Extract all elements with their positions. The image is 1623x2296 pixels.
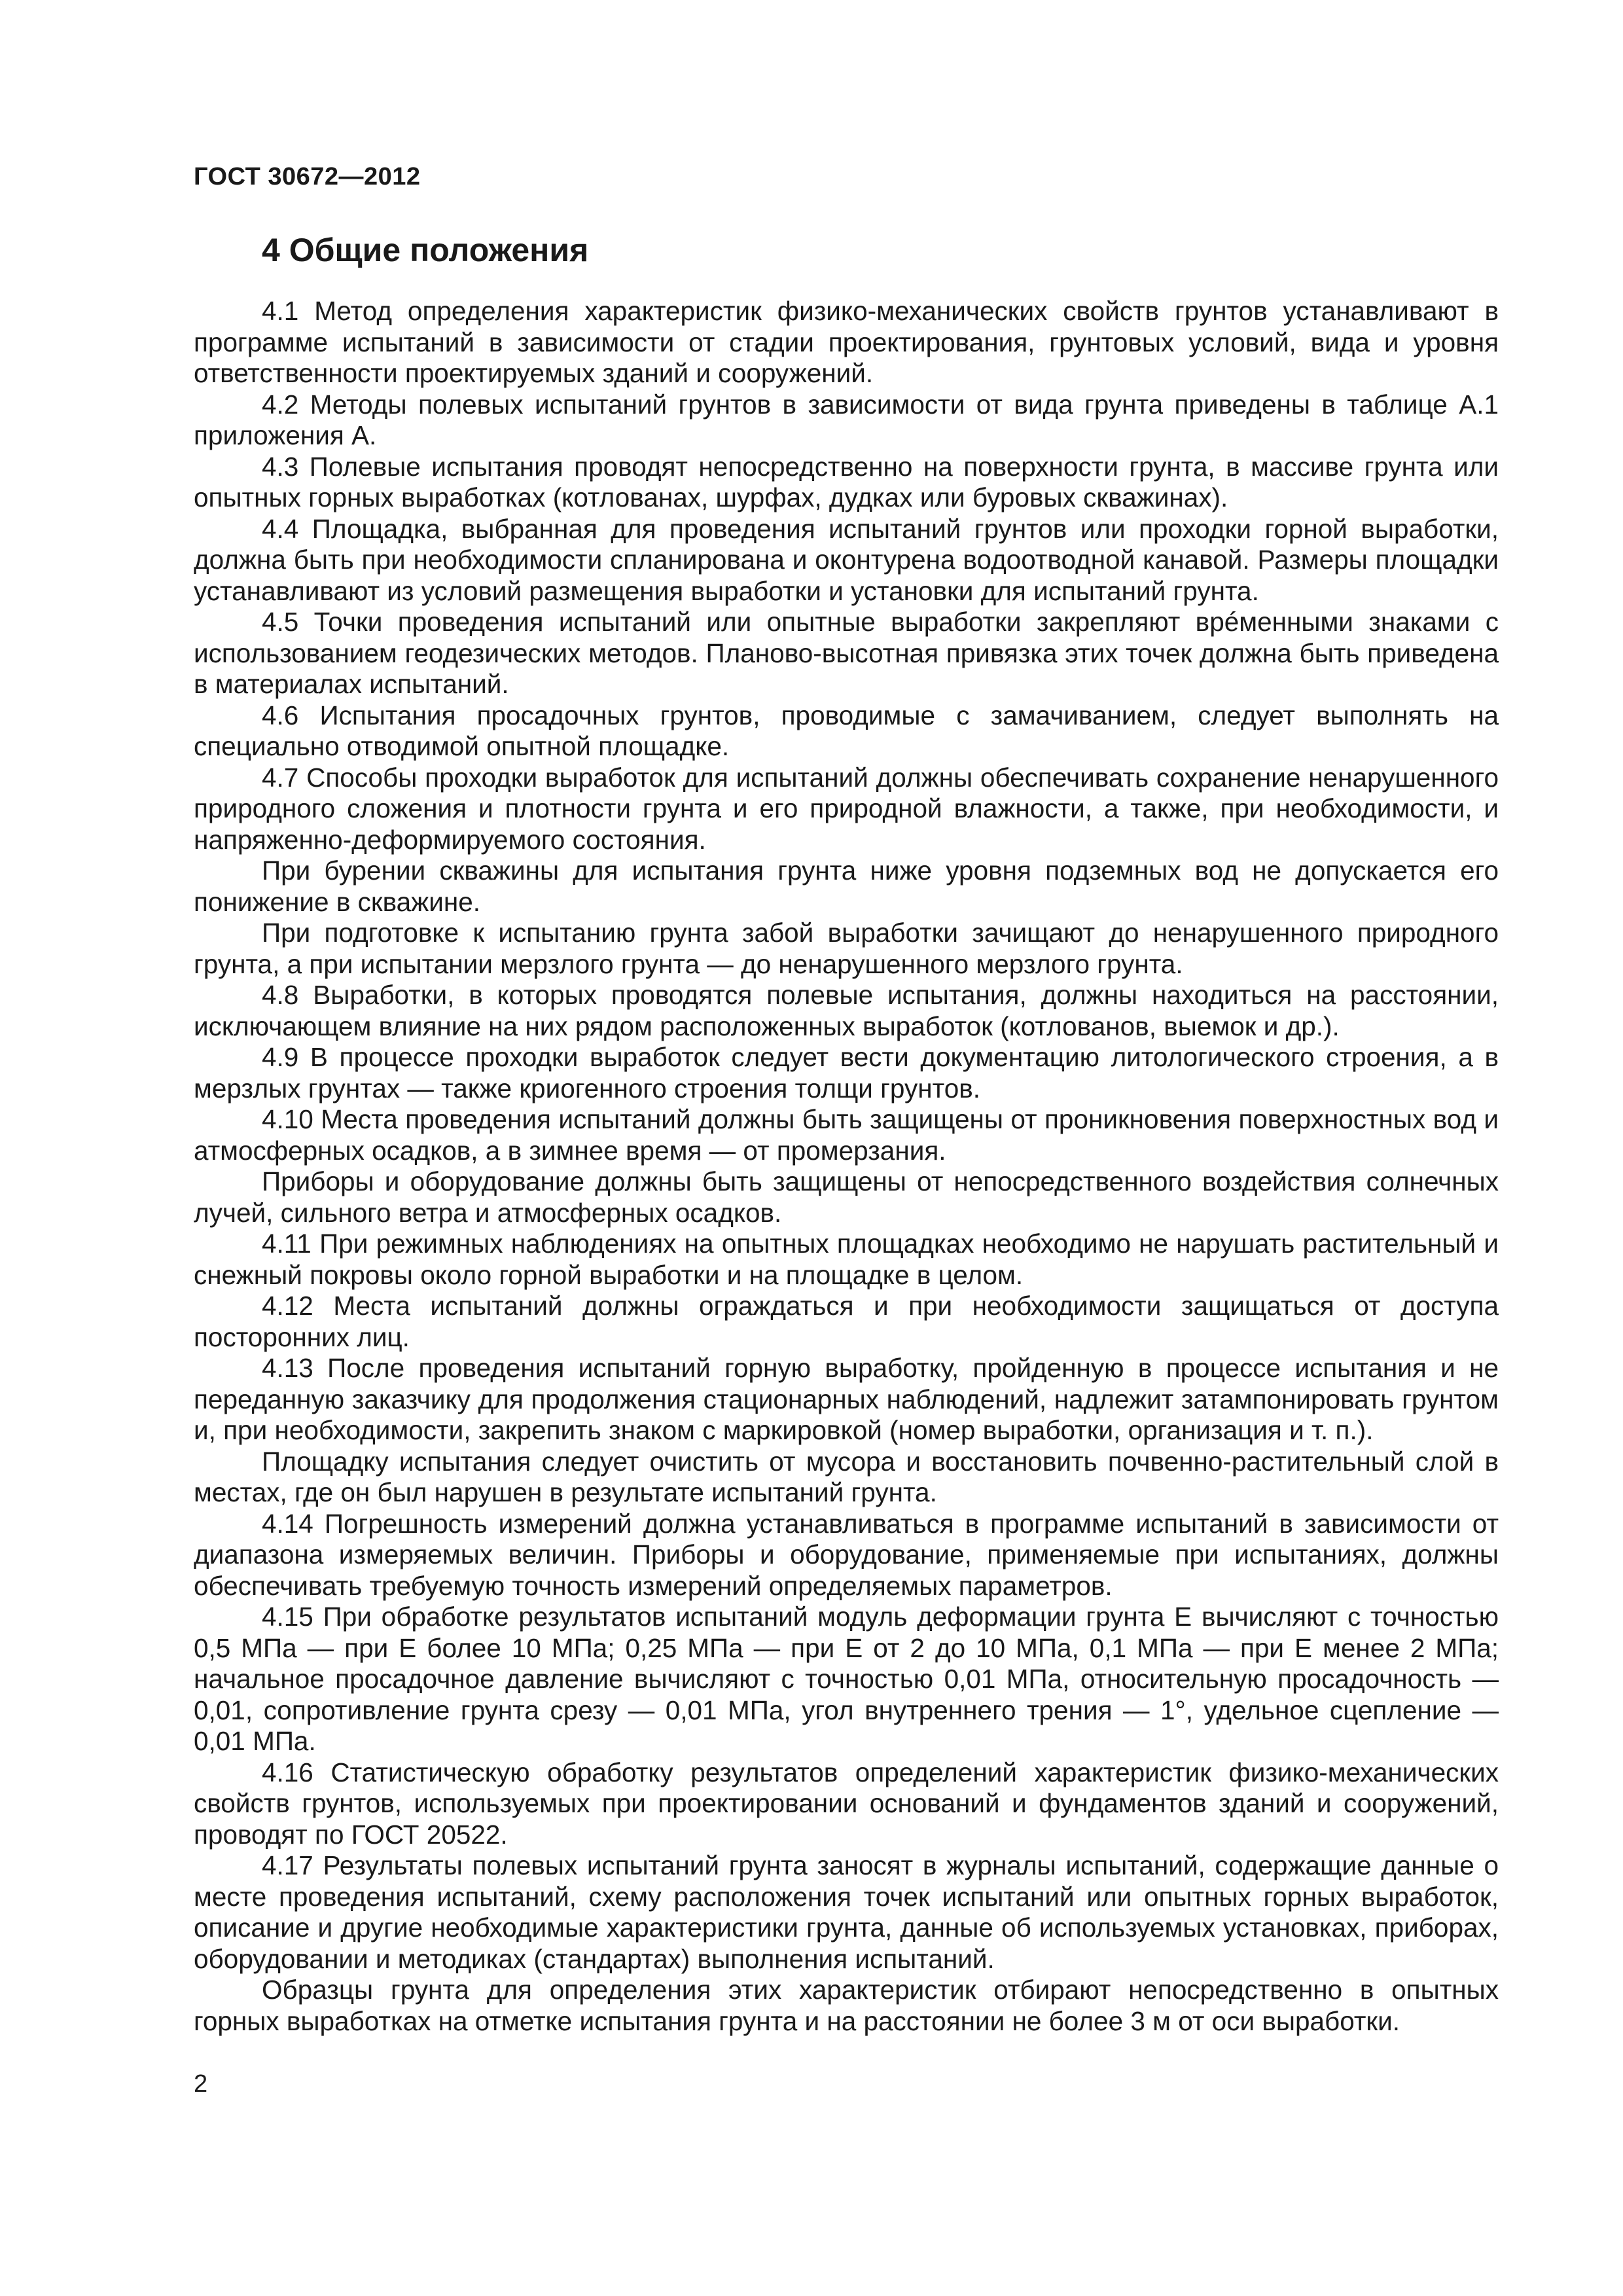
paragraph-4-15: 4.15 При обработке результатов испытаний модуль деформации грунта E вычисляют с точностью 0,5 МПа — при E более 10 МПа; 0,25 МПа — при E от 2 до 10 МПа, 0,1 МПа — при E менее 2 МПа; начальное просадочное давление вычисляют с точностью 0,01 МПа, относительную просадочность — 0,01, сопротивление грунта срезу — 0,01 МПа, угол внутреннего трения — 1°, удельное сцепление — 0,01 МПа. bbox=[194, 1602, 1499, 1756]
paragraph-4-17-samples: Образцы грунта для определения этих характеристик отбирают непосредственно в опытных горных выработках на отметке испытания грунта и на расстоянии не более 3 м от оси выработки. bbox=[194, 1975, 1499, 2036]
paragraph-4-10-equipment: Приборы и оборудование должны быть защищены от непосредственного воздействия солнечных лучей, сильного ветра и атмосферных осадков. bbox=[194, 1166, 1499, 1228]
paragraph-4-8: 4.8 Выработки, в которых проводятся полевые испытания, должны находиться на расстоянии, исключающем влияние на них рядом расположенных выработок (котлованов, выемок и др.). bbox=[194, 980, 1499, 1041]
paragraph-4-17: 4.17 Результаты полевых испытаний грунта заносят в журналы испытаний, содержащие данные о месте проведения испытаний, схему расположения точек испытаний или опытных горных выработок, описание и другие необходимые характеристики грунта, данные об используемых установках, приборах, оборудовании и методиках (стандартах) выполнения испытаний. bbox=[194, 1850, 1499, 1974]
section-body bbox=[194, 296, 1499, 2037]
paragraph-4-4: 4.4 Площадка, выбранная для проведения испытаний грунтов или проходки горной выработки, должна быть при необходимости спланирована и оконтурена водоотводной канавой. Размеры площадки устанавливают из условий размещения выработки и установки для испытаний грунта. bbox=[194, 513, 1499, 606]
paragraph-4-10: 4.10 Места проведения испытаний должны быть защищены от проникновения поверхностных вод и атмосферных осадков, а в зимнее время — от промерзания. bbox=[194, 1104, 1499, 1166]
paragraph-4-2: 4.2 Методы полевых испытаний грунтов в зависимости от вида грунта приведены в таблице А.1 приложения А. bbox=[194, 389, 1499, 450]
paragraph-4-11: 4.11 При режимных наблюдениях на опытных площадках необходимо не нарушать растительный и снежный покровы около горной выработки и на площадке в целом. bbox=[194, 1229, 1499, 1290]
page-number: 2 bbox=[194, 2070, 208, 2098]
paragraph-4-7-drilling: При бурении скважины для испытания грунта ниже уровня подземных вод не допускается его понижение в скважине. bbox=[194, 855, 1499, 917]
paragraph-4-3: 4.3 Полевые испытания проводят непосредственно на поверхности грунта, в массиве грунта или опытных горных выработках (котлованах, шурфах, дудках или буровых скважинах). bbox=[194, 451, 1499, 512]
paragraph-4-5: 4.5 Точки проведения испытаний или опытные выработки закрепляют врéменными знаками с использованием геодезических методов. Планово-высотная привязка этих точек должна быть приведена в материалах испытаний. bbox=[194, 607, 1499, 699]
paragraph-4-1: 4.1 Метод определения характеристик физико-механических свойств грунтов устанавливают в программе испытаний в зависимости от стадии проектирования, грунтовых условий, вида и уровня ответственности проектируемых зданий и сооружений. bbox=[194, 296, 1499, 388]
section-title: 4 Общие положения bbox=[262, 232, 589, 268]
document-code-header: ГОСТ 30672—2012 bbox=[194, 163, 421, 190]
paragraph-4-13: 4.13 После проведения испытаний горную выработку, пройденную в процессе испытания и не переданную заказчику для продолжения стационарных наблюдений, надлежит затампонировать грунтом и, при необходимости, закрепить знаком с маркировкой (номер выработки, организация и т. п.). bbox=[194, 1353, 1499, 1445]
paragraph-4-13-cleanup: Площадку испытания следует очистить от мусора и восстановить почвенно-растительный слой в местах, где он был нарушен в результате испытаний грунта. bbox=[194, 1446, 1499, 1507]
paragraph-4-7-preparation: При подготовке к испытанию грунта забой выработки зачищают до ненарушенного природного грунта, а при испытании мерзлого грунта — до ненарушенного мерзлого грунта. bbox=[194, 918, 1499, 979]
paragraph-4-7: 4.7 Способы проходки выработок для испытаний должны обеспечивать сохранение ненарушенного природного сложения и плотности грунта и его природной влажности, а также, при необходимости, и напряженно-деформируемого состояния. bbox=[194, 762, 1499, 855]
paragraph-4-9: 4.9 В процессе проходки выработок следует вести документацию литологического строения, а в мерзлых грунтах — также криогенного строения толщи грунтов. bbox=[194, 1042, 1499, 1103]
paragraph-4-16: 4.16 Статистическую обработку результатов определений характеристик физико-механических свойств грунтов, используемых при проектировании оснований и фундаментов зданий и сооружений, проводят по ГОСТ 20522. bbox=[194, 1757, 1499, 1850]
paragraph-4-12: 4.12 Места испытаний должны ограждаться и при необходимости защищаться от доступа посторонних лиц. bbox=[194, 1291, 1499, 1352]
paragraph-4-14: 4.14 Погрешность измерений должна устанавливаться в программе испытаний в зависимости от диапазона измеряемых величин. Приборы и оборудование, применяемые при испытаниях, должны обеспечивать требуемую точность измерений определяемых параметров. bbox=[194, 1508, 1499, 1601]
paragraph-4-6: 4.6 Испытания просадочных грунтов, проводимые с замачиванием, следует выполнять на специально отводимой опытной площадке. bbox=[194, 700, 1499, 761]
